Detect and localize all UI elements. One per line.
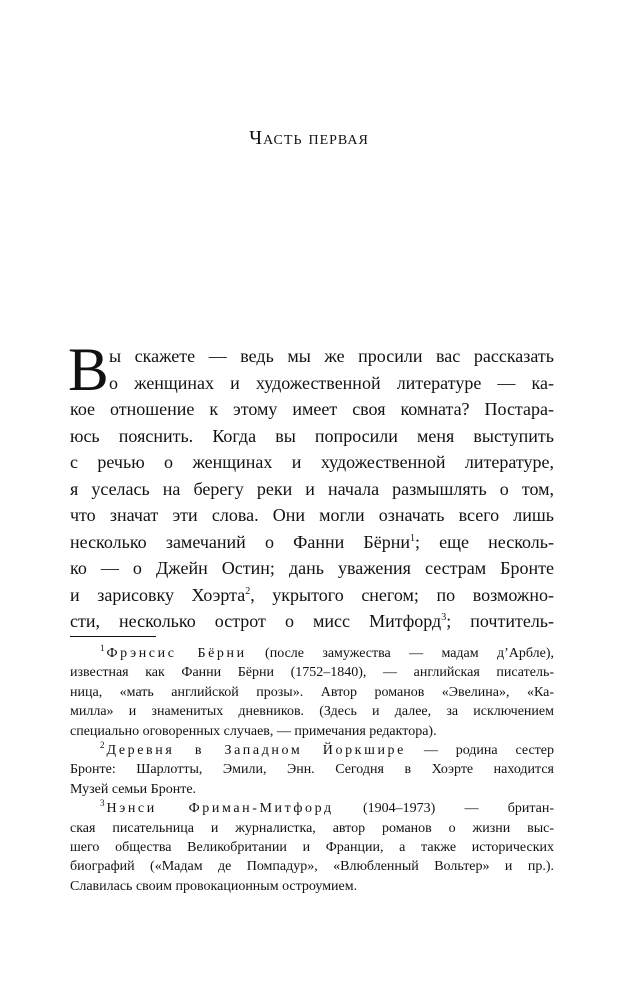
body-line: юсь пояснить. Когда вы попросили меня выступить	[70, 425, 554, 446]
body-line: я уселась на берегу реки и начала размышлять о том,	[70, 478, 554, 499]
footnote-term: Нэнси Фриман-Митфорд	[106, 801, 334, 817]
footnote-ref: 3	[441, 612, 447, 623]
footnote-divider	[70, 636, 156, 637]
footnote-line: Славилась своим провокационным остроумием.	[70, 878, 358, 894]
footnote-line: ница, «мать английской прозы». Автор романов «Эвелина», «Ка-	[70, 684, 554, 700]
footnote-line: Музей семьи Бронте.	[70, 781, 197, 797]
footnote-ref: 2	[245, 585, 251, 597]
footnote-line: ская писательница и журналистка, автор романов о жизни выс-	[70, 820, 554, 836]
drop-cap: В	[68, 337, 109, 404]
body-line: с речью о женщинах и художественной литературе,	[70, 452, 554, 472]
footnote-line: биографий («Мадам де Помпадур», «Влюбленный Вольтер» и пр.).	[70, 859, 554, 875]
body-line: кое отношение к этому имеет своя комната? Постара-	[70, 399, 554, 419]
footnote-line: $^1$ Фрэнсис Бёрни (после замужества — мадам д’Арбле),	[100, 643, 554, 661]
footnote-term: Фрэнсис Бёрни	[106, 646, 247, 661]
body-line: что значат эти слова. Они могли означать всего лишь	[70, 505, 554, 525]
footnote-line: $^2$ Деревня в Западном Йоркшире — родина сестер	[100, 740, 554, 758]
footnote-line: шего общества Великобритании и Франции, а также исторических	[70, 839, 554, 855]
body-line: ко — о Джейн Остин; дань уважения сестрам Бронте	[70, 558, 554, 578]
body-line: о женщинах и художественной литературе — ка-	[109, 372, 554, 393]
footnotes	[70, 644, 554, 896]
footnote-line: милла» и знаменитых дневников. (Здесь и далее, за исключением	[70, 704, 554, 720]
footnote-term: Деревня в Западном Йоркшире	[106, 742, 406, 758]
footnote-line: специально оговоренных случаев, — примечания редактора).	[70, 723, 437, 739]
footnote-line: известная как Фанни Бёрни (1752–1840), — английская писатель-	[70, 665, 554, 681]
body-text	[68, 337, 555, 635]
footnote-ref: 1	[409, 532, 415, 544]
body-line: несколько замечаний о Фанни Бёрни$^1$; еще несколь-	[70, 531, 554, 552]
body-line: сти, несколько острот о мисс Митфорд$^3$; почтитель-	[70, 611, 555, 631]
footnote-number: 1	[100, 643, 105, 654]
footnote-number: 3	[100, 798, 105, 809]
part-title: Часть первая	[249, 127, 369, 149]
footnote-line: Бронте: Шарлотты, Эмили, Энн. Сегодня в Хоэрте находится	[70, 762, 554, 778]
footnote-line: $^3$ Нэнси Фриман-Митфорд (1904–1973) — британ-	[100, 798, 554, 817]
body-line: и зарисовку Хоэрта$^2$, укрытого снегом; по возможно-	[70, 584, 554, 605]
body-line: ы скажете — ведь мы же просили вас рассказать	[109, 346, 554, 366]
footnote-number: 2	[100, 740, 105, 751]
